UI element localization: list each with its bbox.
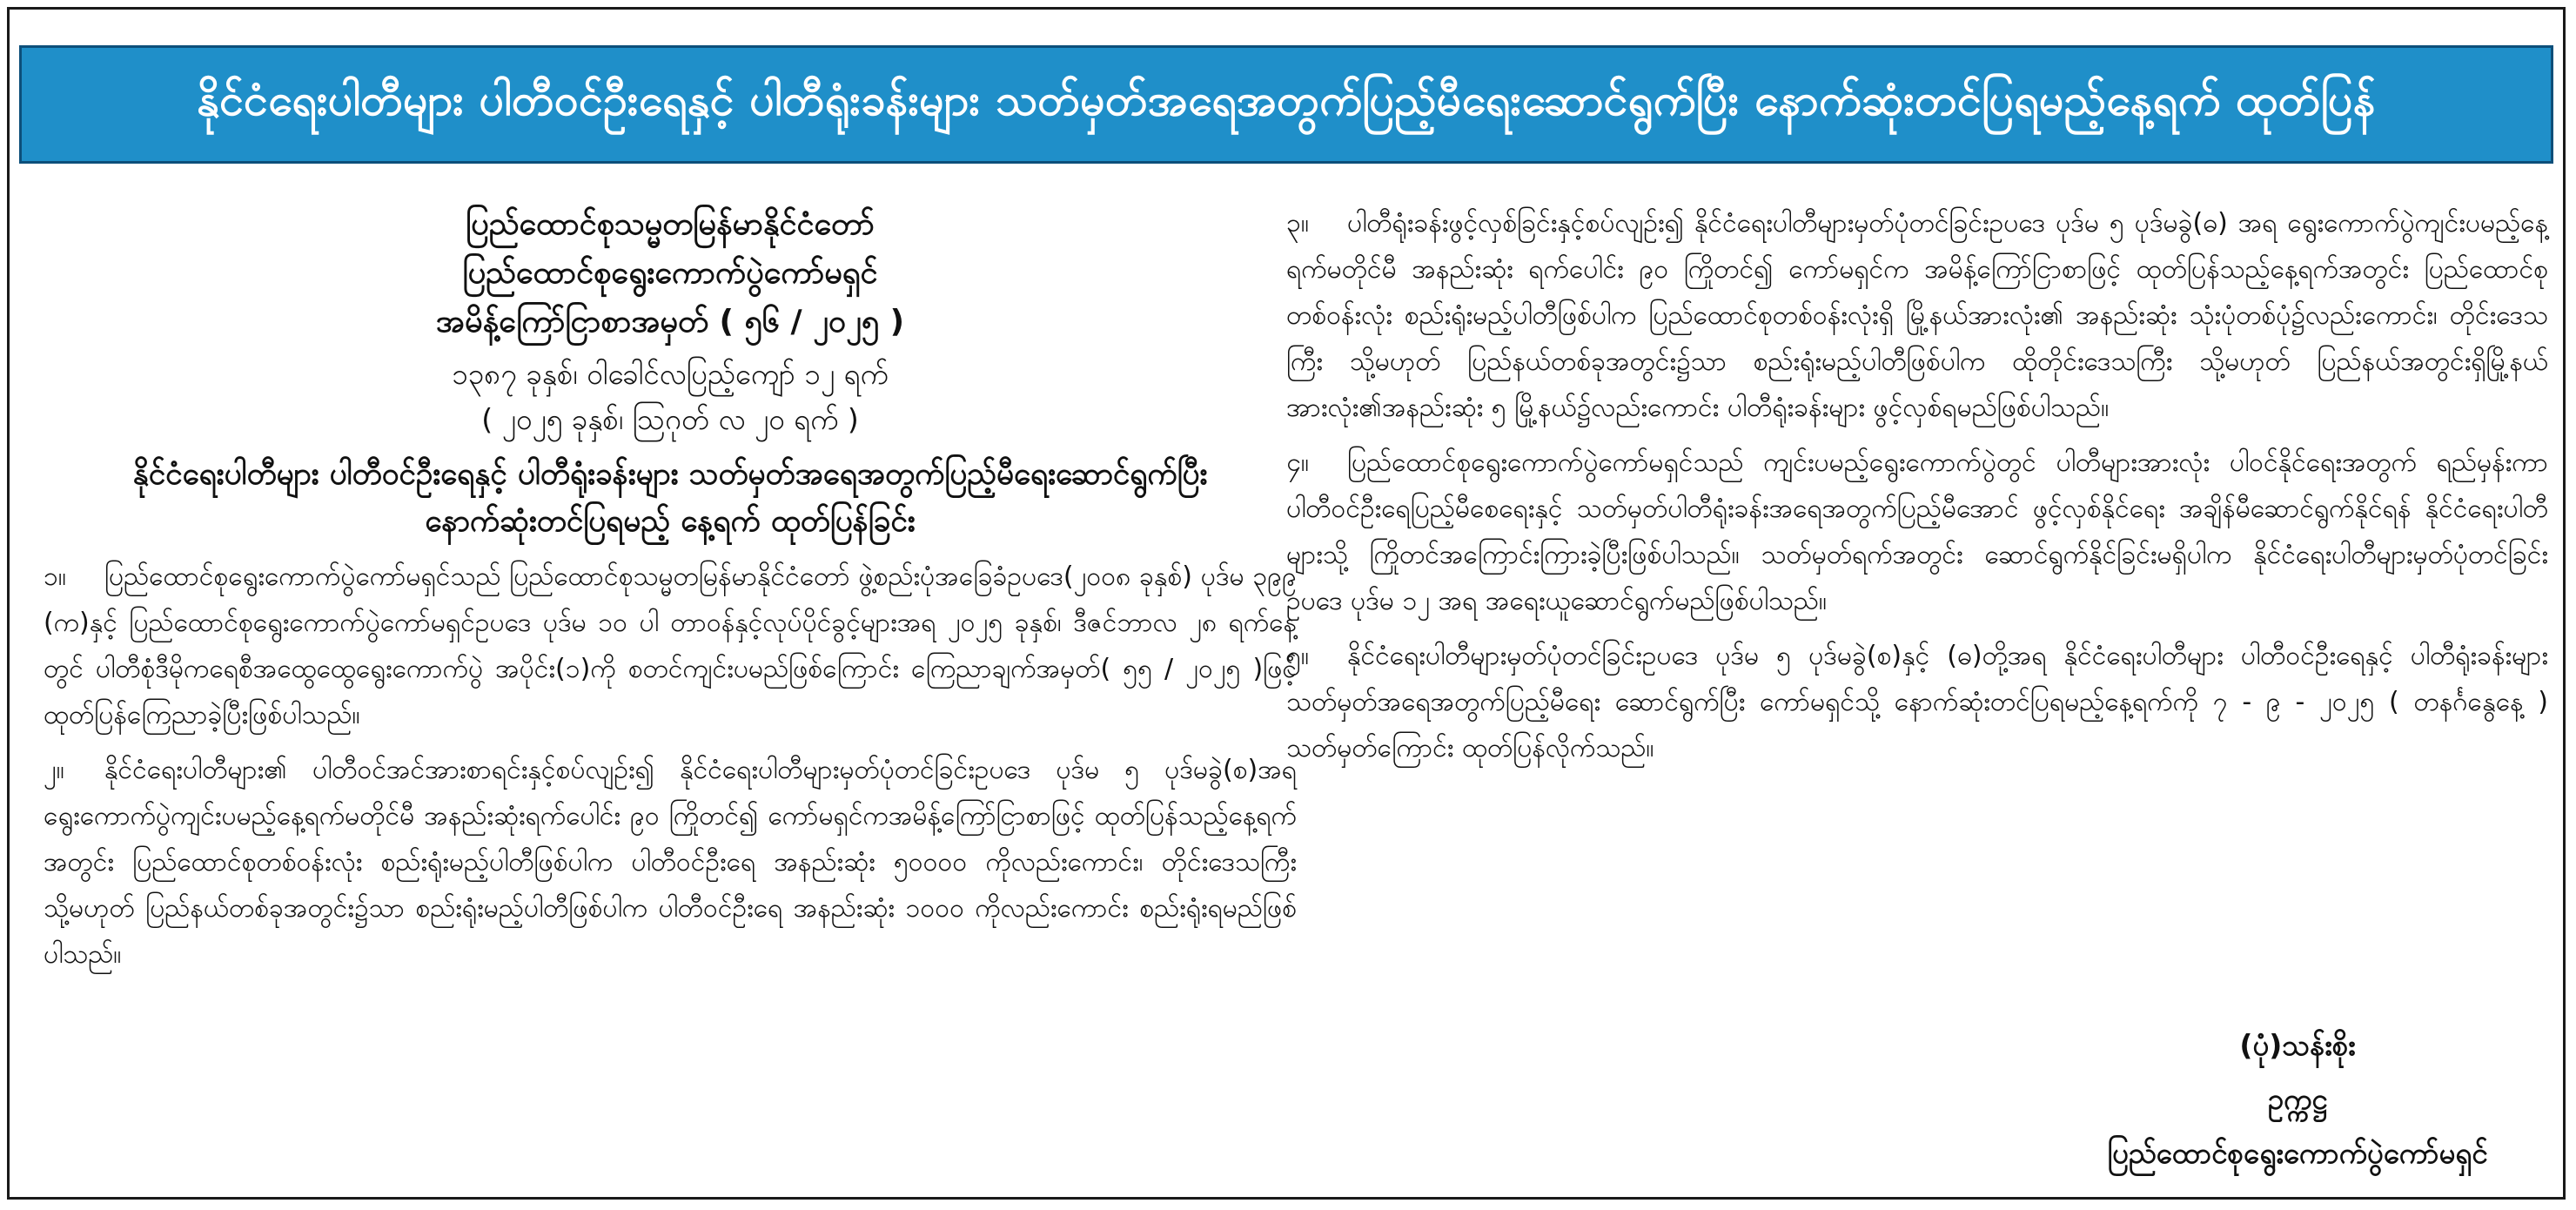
paragraph-2 (44, 747, 1297, 978)
order-number: အမိန့်ကြော်ငြာစာအမှတ် ( ၅၆ / ၂၀၂၅ ) (435, 304, 905, 339)
commission-name: ပြည်ထောင်စုရွေးကောက်ပွဲကော်မရှင် (462, 255, 878, 291)
headline-banner (19, 45, 2553, 164)
paragraph-number: ၁။ (44, 561, 66, 592)
paragraph-number: ၃။ (1286, 208, 1309, 239)
signatory-title: ဥက္ကဋ္ဌ (2267, 1082, 2328, 1116)
order-header (44, 200, 1297, 545)
paragraph-number: ၅။ (1286, 641, 1309, 671)
paragraph-number: ၂။ (44, 755, 64, 785)
paragraph-4 (1286, 440, 2548, 624)
paragraph-1 (44, 554, 1297, 738)
left-column (44, 200, 1297, 978)
paragraph-3 (1286, 200, 2548, 431)
paragraph-text: နိုင်ငံရေးပါတီများမှတ်ပုံတင်ခြင်းဥပဒေ ပုဒ်မ ၅ ပုဒ်မခွဲ(စ)နှင့် (ဓ)တို့အရ နိုင်ငံရေးပါတီများ ပါတီဝင်ဦးရေနှင့် ပါတီရုံးခန်းများ သတ်မှတ်အရေအတွက်ပြည့်မီရေး ဆောင်ရွက်ပြီး ကော်မရှင်သို့ နောက်ဆုံးတင်ပြရမည့်နေ့ရက်ကို ၇ - ၉ - ၂၀၂၅ ( တနင်္ဂနွေနေ့ ) သတ်မှတ်ကြောင်း ထုတ်ပြန်လိုက်သည်။ (1286, 641, 2548, 763)
paragraph-text: ပြည်ထောင်စုရွေးကောက်ပွဲကော်မရှင်သည် ပြည်ထောင်စုသမ္မတမြန်မာနိုင်ငံတော် ဖွဲ့စည်းပုံအခြေခံဥပဒေ(၂၀၀၈ ခုနှစ်) ပုဒ်မ ၃၉၉ (က)နှင့် ပြည်ထောင်စုရွေးကောက်ပွဲကော်မရှင်ဥပဒေ ပုဒ်မ ၁၀ ပါ တာဝန်နှင့်လုပ်ပိုင်ခွင့်များအရ ၂၀၂၅ ခုနှစ်၊ ဒီဇင်ဘာလ ၂၈ ရက်နေ့တွင် ပါတီစုံဒီမိုကရေစီအထွေထွေရွေးကောက်ပွဲ အပိုင်း(၁)ကို စတင်ကျင်းပမည်ဖြစ်ကြောင်း ကြေညာချက်အမှတ်( ၅၅ / ၂၀၂၅ )ဖြင့် ထုတ်ပြန်ကြေညာခဲ့ပြီးဖြစ်ပါသည်။ (44, 561, 1297, 730)
country-name: ပြည်ထောင်စုသမ္မတမြန်မာနိုင်ငံတော် (466, 206, 875, 242)
paragraph-text: နိုင်ငံရေးပါတီများ၏ ပါတီဝင်အင်အားစာရင်းနှင့်စပ်လျဉ်း၍ နိုင်ငံရေးပါတီများမှတ်ပုံတင်ခြင်းဥပဒေ ပုဒ်မ ၅ ပုဒ်မခွဲ(စ)အရ ရွေးကောက်ပွဲကျင်းပမည့်နေ့ရက်မတိုင်မီ အနည်းဆုံးရက်ပေါင်း ၉၀ ကြိုတင်၍ ကော်မရှင်ကအမိန့်ကြော်ငြာစာဖြင့် ထုတ်ပြန်သည့်နေ့ရက်အတွင်း ပြည်ထောင်စုတစ်ဝန်းလုံး စည်းရုံးမည့်ပါတီဖြစ်ပါက ပါတီဝင်ဦးရေ အနည်းဆုံး ၅၀၀၀၀ ကိုလည်းကောင်း၊ တိုင်းဒေသကြီး သို့မဟုတ် ပြည်နယ်တစ်ခုအတွင်း၌သာ စည်းရုံးမည့်ပါတီဖြစ်ပါက ပါတီဝင်ဦးရေ အနည်းဆုံး ၁၀၀၀ ကိုလည်းကောင်း စည်းရုံးရမည်ဖြစ်ပါသည်။ (44, 755, 1297, 970)
subject-line-1: နိုင်ငံရေးပါတီများ ပါတီဝင်ဦးရေနှင့် ပါတီရုံးခန်းများ သတ်မှတ်အရေအတွက်ပြည့်မီရေးဆောင်ရွက်ပြီး (132, 457, 1208, 492)
headline-title: နိုင်ငံရေးပါတီများ ပါတီဝင်ဦးရေနှင့် ပါတီရုံးခန်းများ သတ်မှတ်အရေအတွက်ပြည့်မီရေးဆောင်ရွက်ပြီး နောက်ဆုံးတင်ပြရမည့်နေ့ရက် ထုတ်ပြန် (197, 74, 2376, 125)
paragraph-number: ၄။ (1286, 447, 1309, 478)
signatory-name: (ပုံ)သန်းစိုး (2239, 1028, 2356, 1062)
myanmar-date: ၁၃၈၇ ခုနှစ်၊ ဝါခေါင်လပြည့်ကျော် ၁၂ ရက် (452, 357, 889, 391)
paragraph-text: ပြည်ထောင်စုရွေးကောက်ပွဲကော်မရှင်သည် ကျင်းပမည့်ရွေးကောက်ပွဲတွင် ပါတီများအားလုံး ပါဝင်နိုင်ရေးအတွက် ရည်မှန်းကာ ပါတီဝင်ဦးရေပြည့်မီစေရေးနှင့် သတ်မှတ်ပါတီရုံးခန်းအရေအတွက်ပြည့်မီအောင် ဖွင့်လှစ်နိုင်ရေး အချိန်မီဆောင်ရွက်နိုင်ရန် နိုင်ငံရေးပါတီများသို့ ကြိုတင်အကြောင်းကြားခဲ့ပြီးဖြစ်ပါသည်။ သတ်မှတ်ရက်အတွင်း ဆောင်ရွက်နိုင်ခြင်းမရှိပါက နိုင်ငံရေးပါတီများမှတ်ပုံတင်ခြင်း ဥပဒေ ပုဒ်မ ၁၂ အရ အရေးယူဆောင်ရွက်မည်ဖြစ်ပါသည်။ (1286, 447, 2548, 616)
signature-block (2054, 1018, 2541, 1180)
right-column (1286, 200, 2548, 771)
gregorian-date: ( ၂၀၂၅ ခုနှစ်၊ သြဂုတ် လ ၂၀ ရက် ) (481, 402, 859, 436)
subject-line-2: နောက်ဆုံးတင်ပြရမည့် နေ့ရက် ထုတ်ပြန်ခြင်း (425, 504, 916, 539)
paragraph-text: ပါတီရုံးခန်းဖွင့်လှစ်ခြင်းနှင့်စပ်လျဉ်း၍ နိုင်ငံရေးပါတီများမှတ်ပုံတင်ခြင်းဥပဒေ ပုဒ်မ ၅ ပုဒ်မခွဲ(ဓ) အရ ရွေးကောက်ပွဲကျင်းပမည့်နေ့ရက်မတိုင်မီ အနည်းဆုံး ရက်ပေါင်း ၉၀ ကြိုတင်၍ ကော်မရှင်က အမိန့်ကြော်ငြာစာဖြင့် ထုတ်ပြန်သည့်နေ့ရက်အတွင်း ပြည်ထောင်စုတစ်ဝန်းလုံး စည်းရုံးမည့်ပါတီဖြစ်ပါက ပြည်ထောင်စုတစ်ဝန်းလုံးရှိ မြို့နယ်အားလုံး၏ အနည်းဆုံး သုံးပုံတစ်ပုံ၌လည်းကောင်း၊ တိုင်းဒေသကြီး သို့မဟုတ် ပြည်နယ်တစ်ခုအတွင်း၌သာ စည်းရုံးမည့်ပါတီဖြစ်ပါက ထိုတိုင်းဒေသကြီး သို့မဟုတ် ပြည်နယ်အတွင်းရှိမြို့နယ်အားလုံး၏အနည်းဆုံး ၅ မြို့နယ်၌လည်းကောင်း ပါတီရုံးခန်းများ ဖွင့်လှစ်ရမည်ဖြစ်ပါသည်။ (1286, 208, 2548, 423)
signatory-organization: ပြည်ထောင်စုရွေးကောက်ပွဲကော်မရှင် (2107, 1136, 2488, 1170)
paragraph-5 (1286, 633, 2548, 771)
